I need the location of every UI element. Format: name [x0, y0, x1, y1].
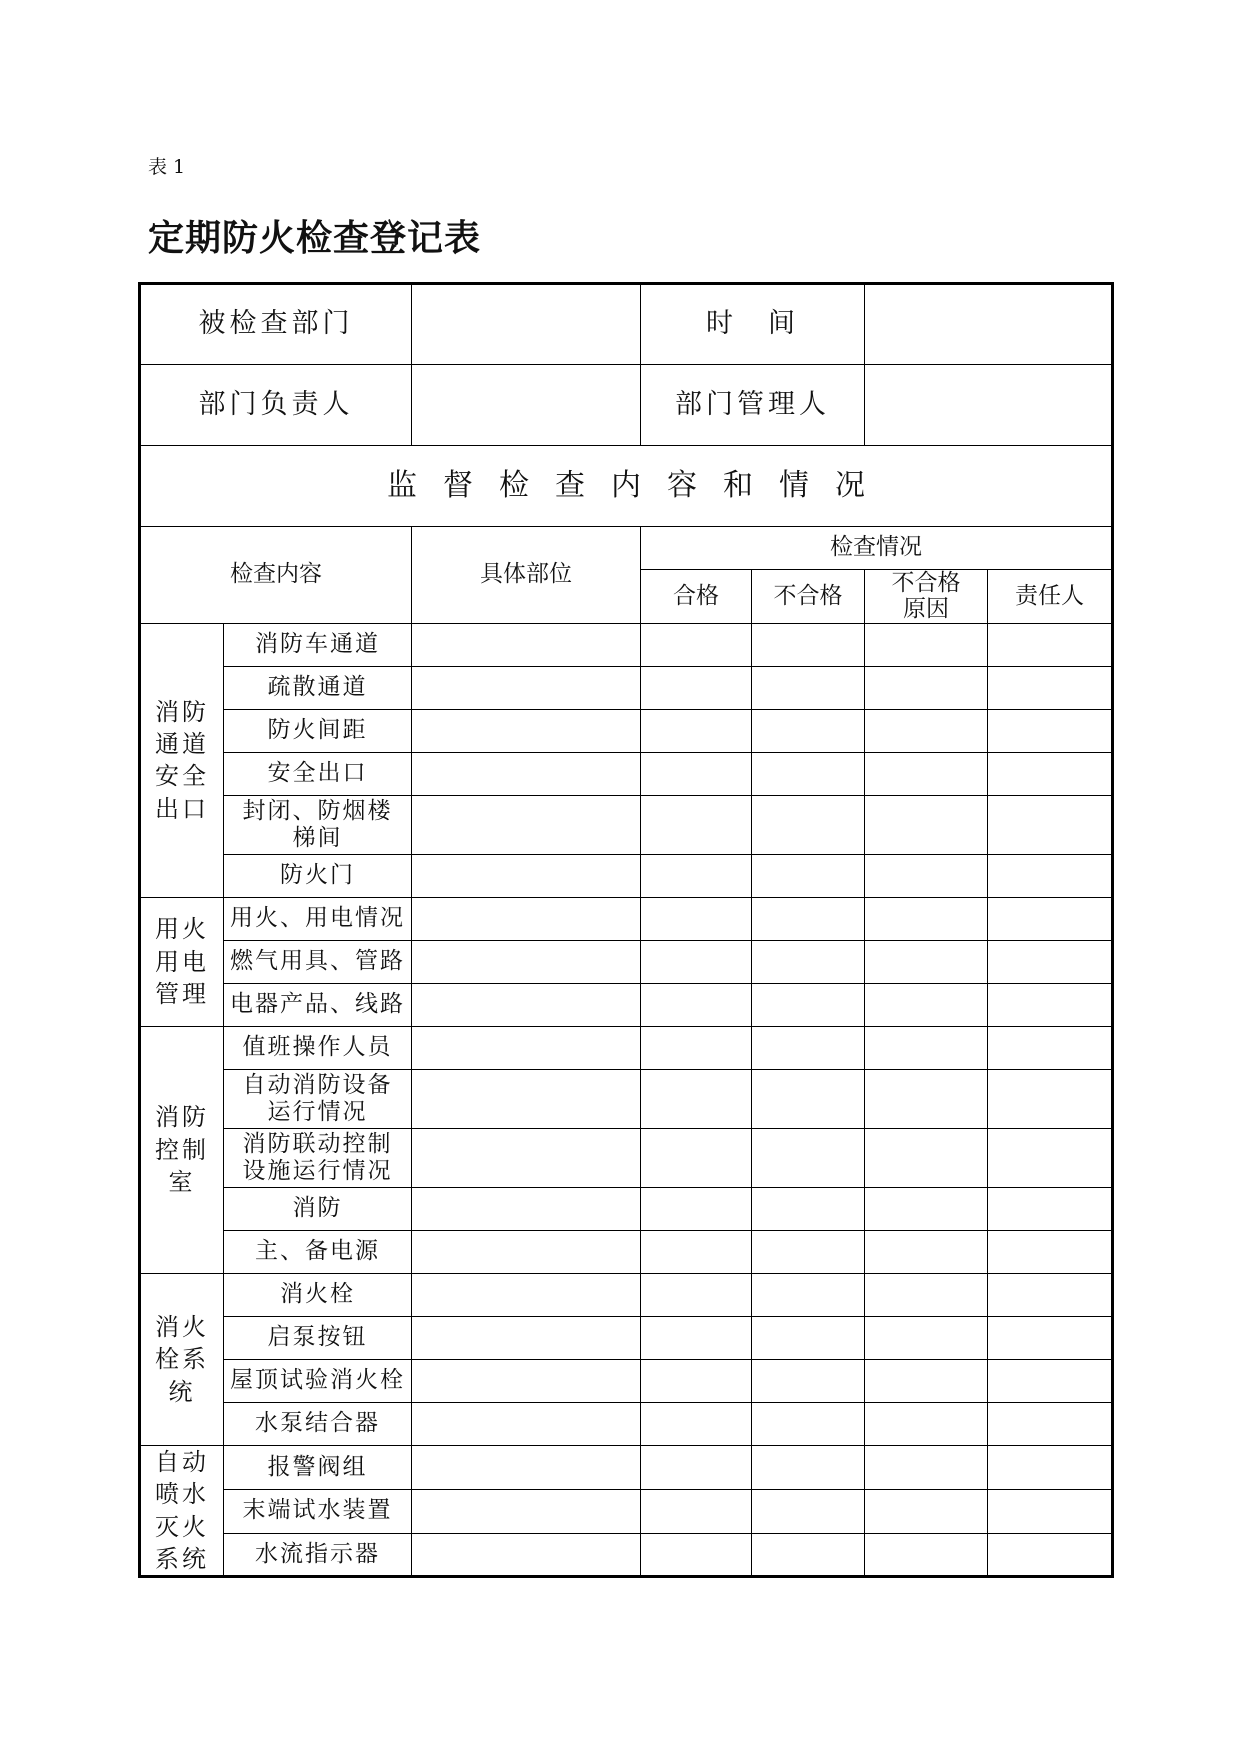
table-row [140, 709, 1113, 752]
category-cell [140, 623, 224, 897]
location-cell[interactable] [412, 1445, 641, 1489]
pass-cell[interactable] [641, 709, 752, 752]
pass-cell[interactable] [641, 1489, 752, 1533]
check-item-label [224, 752, 412, 795]
check-item-text: 水流指示器 [255, 1540, 380, 1567]
fail-cell[interactable] [752, 666, 865, 709]
pass-cell[interactable] [641, 1445, 752, 1489]
responsible-cell[interactable] [988, 1445, 1113, 1489]
pass-cell[interactable] [641, 983, 752, 1026]
responsible-cell[interactable] [988, 1273, 1113, 1316]
table-row [140, 1273, 1113, 1316]
check-item-text: 启泵按钮 [267, 1324, 368, 1351]
fail-reason-cell[interactable] [865, 1273, 988, 1316]
location-cell[interactable] [412, 1316, 641, 1359]
fail-cell[interactable] [752, 1273, 865, 1316]
check-item-text: 防火间距 [267, 717, 368, 744]
category-label: 自动喷水灭火系统 [155, 1447, 209, 1574]
responsible-cell[interactable] [988, 1128, 1113, 1187]
fail-reason-cell[interactable] [865, 1445, 988, 1489]
fail-cell[interactable] [752, 795, 865, 854]
category-label: 消火栓系统 [155, 1312, 209, 1406]
location-cell[interactable] [412, 795, 641, 854]
col-status-group-header: 检查情况 [641, 527, 1113, 570]
fail-cell[interactable] [752, 983, 865, 1026]
fail-reason-cell[interactable] [865, 1316, 988, 1359]
check-item-label [224, 1316, 412, 1359]
fail-cell[interactable] [752, 623, 865, 666]
check-item-label [224, 1402, 412, 1445]
responsible-cell[interactable] [988, 1402, 1113, 1445]
check-item-label [224, 1128, 412, 1187]
pass-cell[interactable] [641, 1533, 752, 1577]
check-item-text: 主、备电源 [255, 1238, 380, 1265]
fail-reason-cell[interactable] [865, 1128, 988, 1187]
col-location-header: 具体部位 [412, 527, 641, 624]
check-item-text: 自动消防设备运行情况 [242, 1072, 393, 1125]
pass-cell[interactable] [641, 752, 752, 795]
table-row [140, 1026, 1113, 1069]
fail-cell[interactable] [752, 1445, 865, 1489]
responsible-cell[interactable] [988, 1316, 1113, 1359]
col-content-header: 检查内容 [140, 527, 412, 624]
pass-cell[interactable] [641, 897, 752, 940]
responsible-cell[interactable] [988, 854, 1113, 897]
check-item-label [224, 1359, 412, 1402]
location-cell[interactable] [412, 1230, 641, 1273]
fail-cell[interactable] [752, 752, 865, 795]
category-label: 消防控制室 [155, 1103, 209, 1197]
responsible-cell[interactable] [988, 1489, 1113, 1533]
responsible-cell[interactable] [988, 666, 1113, 709]
table-row [140, 1402, 1113, 1445]
category-label: 消防通道安全出口 [155, 697, 209, 823]
check-item-text: 末端试水装置 [242, 1497, 393, 1524]
category-cell [140, 1445, 224, 1577]
pass-cell[interactable] [641, 1026, 752, 1069]
check-item-label [224, 709, 412, 752]
location-cell[interactable] [412, 1533, 641, 1577]
fail-cell[interactable] [752, 897, 865, 940]
table-row [140, 1187, 1113, 1230]
pass-cell[interactable] [641, 1230, 752, 1273]
check-item-label [224, 623, 412, 666]
pass-cell[interactable] [641, 666, 752, 709]
check-item-label [224, 1533, 412, 1577]
location-cell[interactable] [412, 1359, 641, 1402]
table-row [140, 666, 1113, 709]
check-item-label [224, 983, 412, 1026]
fail-reason-text: 不合格原因 [891, 570, 961, 623]
fail-reason-cell[interactable] [865, 1533, 988, 1577]
category-cell [140, 1273, 224, 1445]
table-row [140, 795, 1113, 854]
location-cell[interactable] [412, 1489, 641, 1533]
responsible-cell[interactable] [988, 795, 1113, 854]
check-item-text: 电器产品、线路 [230, 991, 405, 1018]
table-row [140, 1445, 1113, 1489]
location-cell[interactable] [412, 709, 641, 752]
table-row [140, 940, 1113, 983]
check-item-text: 封闭、防烟楼梯间 [242, 798, 393, 851]
location-cell[interactable] [412, 1026, 641, 1069]
check-item-text: 屋顶试验消火栓 [230, 1367, 405, 1394]
check-item-label [224, 1230, 412, 1273]
fail-reason-cell[interactable] [865, 940, 988, 983]
fail-reason-cell[interactable] [865, 854, 988, 897]
dept-manager-label: 部门管理人 [641, 365, 865, 446]
fail-reason-cell[interactable] [865, 1402, 988, 1445]
time-label: 时 间 [641, 284, 865, 365]
table-row [140, 752, 1113, 795]
check-item-label [224, 1026, 412, 1069]
location-cell[interactable] [412, 1069, 641, 1128]
fail-cell[interactable] [752, 1316, 865, 1359]
check-item-label [224, 1273, 412, 1316]
fail-cell[interactable] [752, 1402, 865, 1445]
table-number: 表 1 [148, 156, 186, 178]
col-fail-header: 不合格 [752, 570, 865, 624]
location-cell[interactable] [412, 854, 641, 897]
fail-cell[interactable] [752, 1026, 865, 1069]
check-item-text: 防火门 [280, 862, 355, 889]
table-row [140, 623, 1113, 666]
responsible-cell[interactable] [988, 983, 1113, 1026]
check-item-text: 安全出口 [267, 760, 368, 787]
location-cell[interactable] [412, 1402, 641, 1445]
table-row [140, 983, 1113, 1026]
fail-cell[interactable] [752, 1128, 865, 1187]
section-title: 监督检查内容和情况 [140, 446, 1113, 527]
pass-cell[interactable] [641, 1273, 752, 1316]
fail-cell[interactable] [752, 940, 865, 983]
responsible-cell[interactable] [988, 1026, 1113, 1069]
column-header-row-1 [140, 527, 1113, 570]
fail-cell[interactable] [752, 1533, 865, 1577]
responsible-cell[interactable] [988, 1230, 1113, 1273]
inspected-dept-field[interactable] [412, 284, 641, 365]
check-item-text: 消防车通道 [255, 631, 380, 658]
location-cell[interactable] [412, 752, 641, 795]
responsible-cell[interactable] [988, 897, 1113, 940]
check-item-label [224, 1489, 412, 1533]
inspected-dept-label: 被检查部门 [140, 284, 412, 365]
check-item-label [224, 1187, 412, 1230]
fail-cell[interactable] [752, 1187, 865, 1230]
table-row [140, 854, 1113, 897]
responsible-cell[interactable] [988, 1359, 1113, 1402]
check-item-label [224, 795, 412, 854]
check-item-text: 消防联动控制设施运行情况 [242, 1131, 393, 1184]
fail-reason-cell[interactable] [865, 752, 988, 795]
fail-cell[interactable] [752, 1230, 865, 1273]
pass-cell[interactable] [641, 1187, 752, 1230]
fail-cell[interactable] [752, 1359, 865, 1402]
fail-cell[interactable] [752, 709, 865, 752]
fail-cell[interactable] [752, 1489, 865, 1533]
location-cell[interactable] [412, 666, 641, 709]
header-row-2 [140, 365, 1113, 446]
dept-manager-field[interactable] [865, 365, 1113, 446]
page-title: 定期防火检查登记表 [148, 217, 482, 259]
pass-cell[interactable] [641, 1359, 752, 1402]
responsible-cell[interactable] [988, 752, 1113, 795]
fail-reason-cell[interactable] [865, 983, 988, 1026]
fail-reason-cell[interactable] [865, 1230, 988, 1273]
check-item-text: 用火、用电情况 [230, 905, 405, 932]
check-item-text: 消防 [292, 1195, 343, 1222]
pass-cell[interactable] [641, 1402, 752, 1445]
col-responsible-header: 责任人 [988, 570, 1113, 624]
check-item-label [224, 1069, 412, 1128]
table-row [140, 1069, 1113, 1128]
table-row [140, 1489, 1113, 1533]
check-item-text: 值班操作人员 [242, 1034, 393, 1061]
location-cell[interactable] [412, 1187, 641, 1230]
fail-reason-cell[interactable] [865, 795, 988, 854]
check-item-label [224, 666, 412, 709]
table-row [140, 1359, 1113, 1402]
responsible-cell[interactable] [988, 940, 1113, 983]
col-fail-reason-header [865, 570, 988, 624]
pass-cell[interactable] [641, 795, 752, 854]
fail-reason-cell[interactable] [865, 1489, 988, 1533]
fail-reason-cell[interactable] [865, 897, 988, 940]
category-label: 用火用电管理 [155, 915, 209, 1009]
time-field[interactable] [865, 284, 1113, 365]
check-item-label [224, 940, 412, 983]
table-row [140, 1533, 1113, 1577]
inspection-form-table [138, 282, 1114, 1578]
fail-cell[interactable] [752, 1069, 865, 1128]
check-item-label [224, 1445, 412, 1489]
section-title-row [140, 446, 1113, 527]
table-row [140, 1316, 1113, 1359]
check-item-text: 报警阀组 [267, 1453, 368, 1480]
category-cell [140, 897, 224, 1026]
location-cell[interactable] [412, 623, 641, 666]
location-cell[interactable] [412, 940, 641, 983]
fail-cell[interactable] [752, 854, 865, 897]
responsible-cell[interactable] [988, 623, 1113, 666]
dept-head-field[interactable] [412, 365, 641, 446]
fail-reason-cell[interactable] [865, 709, 988, 752]
table-row [140, 897, 1113, 940]
dept-head-label: 部门负责人 [140, 365, 412, 446]
pass-cell[interactable] [641, 1069, 752, 1128]
category-cell [140, 1026, 224, 1273]
col-pass-header: 合格 [641, 570, 752, 624]
check-item-text: 水泵结合器 [255, 1410, 380, 1437]
location-cell[interactable] [412, 1128, 641, 1187]
responsible-cell[interactable] [988, 1533, 1113, 1577]
location-cell[interactable] [412, 1273, 641, 1316]
check-item-label [224, 897, 412, 940]
fail-reason-cell[interactable] [865, 1359, 988, 1402]
check-item-text: 疏散通道 [267, 674, 368, 701]
pass-cell[interactable] [641, 854, 752, 897]
check-item-label [224, 854, 412, 897]
fail-reason-cell[interactable] [865, 666, 988, 709]
header-row-1 [140, 284, 1113, 365]
pass-cell[interactable] [641, 940, 752, 983]
fail-reason-cell[interactable] [865, 1069, 988, 1128]
responsible-cell[interactable] [988, 1069, 1113, 1128]
fail-reason-cell[interactable] [865, 623, 988, 666]
location-cell[interactable] [412, 983, 641, 1026]
table-row [140, 1128, 1113, 1187]
responsible-cell[interactable] [988, 709, 1113, 752]
location-cell[interactable] [412, 897, 641, 940]
pass-cell[interactable] [641, 1128, 752, 1187]
pass-cell[interactable] [641, 623, 752, 666]
check-item-text: 消火栓 [280, 1281, 355, 1308]
check-item-text: 燃气用具、管路 [230, 948, 405, 975]
pass-cell[interactable] [641, 1316, 752, 1359]
table-row [140, 1230, 1113, 1273]
responsible-cell[interactable] [988, 1187, 1113, 1230]
fail-reason-cell[interactable] [865, 1187, 988, 1230]
fail-reason-cell[interactable] [865, 1026, 988, 1069]
